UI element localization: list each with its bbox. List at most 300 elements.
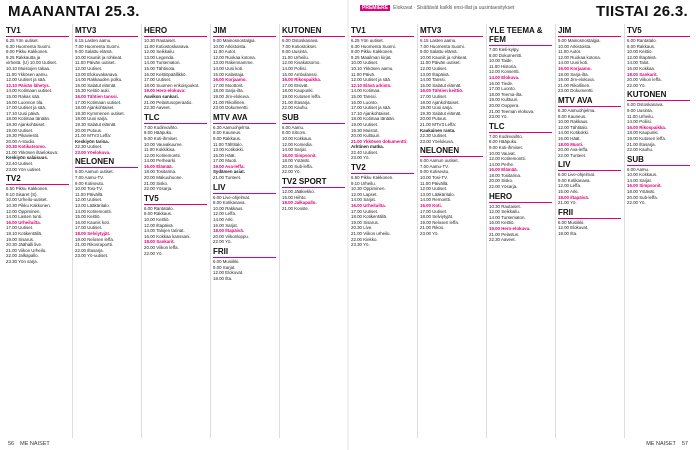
program-listing: 10.00 Rakkaus. — [213, 205, 244, 211]
program-listing: 20.30 Kotikatsomo. — [6, 144, 47, 150]
channel-heading: NELONEN — [75, 157, 138, 168]
program-listing: 12.00 Uutiset ja sää. — [6, 77, 47, 83]
channel-heading: LIV — [213, 183, 276, 194]
program-listing: 6.50 Pikku Kakkonen. — [6, 186, 49, 192]
program-listing: 20.00 Putous. — [75, 127, 103, 133]
program-listing: 18.30 Kymmenen uutiset. — [75, 110, 125, 116]
program-listing: 9.00 Kotiseutu. — [420, 169, 450, 175]
program-listing: 21.00 Rikollinen. — [558, 82, 591, 88]
program-listing: 22.00 Yö. — [627, 82, 646, 88]
channel-heading: JIM — [558, 26, 621, 37]
program-listing: 9.10 Sisaret (S). — [6, 191, 38, 197]
program-listing: 14.00 Kotikokki. — [558, 130, 589, 136]
program-listing: 22.00 Yö. — [144, 250, 163, 256]
program-listing: 11.00 Päivä. — [351, 71, 376, 77]
program-listing: 21.00 Viikon urheilu. — [351, 231, 391, 236]
program-listing: 22.00 Iltasarja. — [75, 247, 104, 253]
program-listing: 19.00 Jim-elokuva. — [558, 77, 595, 83]
channel-heading: TLC — [489, 122, 552, 133]
program-listing: 20.00 Putous. — [420, 116, 448, 122]
channel-heading: TLC — [144, 113, 207, 124]
program-listing: 13.00 Rakennamme. — [213, 60, 254, 66]
right-page-listings — [351, 24, 690, 438]
program-listing: Arktinen matka. — [351, 144, 384, 150]
program-listing: 11.00 Autot. — [558, 49, 582, 55]
program-listing: 7.00 Kodinvaihto. — [144, 124, 178, 130]
program-listing: 23.30 Yön sarja. — [6, 258, 38, 264]
program-listing: 16.00 Korjaamo. — [213, 77, 247, 83]
program-listing: 14.00 Lasten tunti. — [6, 214, 43, 220]
program-listing: 18.00 Kaupunki. — [627, 130, 659, 136]
program-listing: 17.00 Muoti. — [213, 158, 238, 164]
channel-heading: TV2 — [6, 174, 69, 185]
program-listing: 14.00 Tuntematon. — [144, 60, 181, 66]
program-listing: 18.00 Ilta. — [558, 231, 578, 237]
program-listing: 10.00 Vauvat. — [489, 150, 516, 156]
program-listing: 16.00 Tiede. — [489, 80, 514, 86]
program-listing: 18.00 Suomen erikoisjoukot. — [144, 82, 200, 88]
program-listing: 15.00 Keittiö. — [75, 214, 101, 220]
program-listing: 19.30 Salatut elämät. — [420, 110, 462, 116]
program-listing: 18.00 Muoti. — [558, 141, 584, 147]
program-listing: 7.00 Kieli-kylpy. — [489, 47, 520, 52]
program-listing: 6.30 Huomenta Suomi. — [6, 43, 51, 49]
program-listing: 14.00 Uusi koti. — [213, 65, 244, 71]
program-listing: 10.30 Rautaiset. — [144, 38, 176, 43]
program-listing: 10.30 Pikku Kakkonen. — [6, 203, 51, 209]
program-listing: 14.00 Talot. — [627, 60, 650, 66]
program-listing: 19.00 Kutosen leffa. — [627, 135, 666, 141]
program-listing: 13.00 Elokuvakanava. — [75, 71, 119, 77]
program-listing: 7.00 Huomenta Suomi. — [75, 43, 120, 49]
channel-heading: MTV3 — [75, 26, 138, 37]
program-listing: 18.30 Ajankohtaiset. — [6, 121, 46, 127]
program-listing: 6.30 Aamuohjelma. — [558, 107, 596, 113]
program-listing: 21.00 Rikosraportti. — [75, 242, 114, 248]
program-listing: 19.00 Sisarus. — [351, 219, 380, 225]
program-listing: 19.00 Ava-leffa: — [213, 163, 245, 169]
program-listing: 12.00 Uutiset ja sää. — [351, 77, 392, 83]
program-listing: 20.00 Viikon leffa. — [627, 77, 662, 83]
program-listing: 22.00 Kauhu. — [627, 147, 654, 153]
channel-heading: NELONEN — [420, 146, 483, 157]
program-listing: 8.00 Rakkaus. — [144, 211, 173, 217]
program-listing: 10.00 Kokkaus. — [282, 135, 313, 141]
program-listing: 12.00 Komedia. — [282, 141, 313, 147]
program-listing: 23.00 Yö. — [420, 231, 439, 236]
program-listing: 21.00 Ykkösen iltaelokuva: — [6, 149, 59, 155]
program-listing: 20.00 Sisko. — [489, 178, 514, 184]
program-listing: 21.00 Rikollinen. — [213, 99, 246, 105]
channel-heading: TV1 — [351, 26, 414, 37]
program-listing: 16.00 Urheiluilta. — [351, 203, 386, 209]
program-listing: 14.00 Poliisi. — [627, 119, 652, 125]
program-listing: 22.00 Kauhu. — [282, 105, 309, 111]
program-listing: 15.00 Ambulanssi. — [282, 71, 318, 77]
program-listing: 18.00 Ystävät. — [282, 158, 310, 164]
program-listing: 21.00 Teeman elokuva. — [489, 108, 535, 114]
program-listing: 12.00 Kotiremontti. — [144, 152, 181, 158]
program-listing: 17.00 Moottorit. — [213, 82, 244, 88]
program-listing: 20.00 Viikon leffa. — [144, 245, 179, 250]
program-listing: 19.00 Nelosen leffa. — [75, 236, 114, 242]
program-listing: 16.00 Simpsonit. — [282, 152, 317, 158]
page-gutter — [347, 0, 349, 450]
program-listing: 23.00 Yöelokuva. — [75, 149, 111, 155]
program-listing: 6.25 Yön uutiset. — [6, 38, 39, 43]
program-listing: 23.00 Dokumentti. — [558, 88, 594, 94]
program-listing: 18.00 Iltapäivä. — [558, 194, 589, 200]
program-listing: Keskiyön salaisuus. — [6, 155, 48, 161]
left-page-footer — [8, 438, 50, 450]
program-listing: 10.00 Kokkaus. — [627, 172, 658, 178]
program-listing: 23.00 Dokumentti. — [213, 105, 249, 111]
program-listing: 12.00 Kotiremontti. — [489, 156, 526, 162]
program-listing: 19.00 Jim-elokuva. — [213, 93, 250, 99]
program-listing: 14.00 Arki. — [213, 217, 234, 223]
right-magazine-name: ME NAISET — [646, 441, 676, 447]
program-listing: 16.00 Kaunis koti. — [75, 219, 110, 225]
program-listing: 17.10 Ajankohtaiset. — [351, 110, 391, 116]
listing-column — [141, 24, 207, 438]
program-listing: 13.00 Legenda. — [144, 54, 175, 60]
program-listing: 16.00 Simpsonit. — [627, 183, 662, 189]
program-listing: 15.00 Salatut elämät. — [75, 82, 117, 88]
program-listing: 13.00 Iltapäivä. — [420, 71, 450, 77]
program-listing: 11.00 Päivän uutiset. — [75, 60, 116, 66]
program-listing: 17.00 Uutiset. — [6, 225, 34, 231]
channel-heading: HERO — [144, 26, 207, 37]
program-listing: 12.00 Kisakatsomo. — [282, 60, 321, 66]
program-listing: 7.00 Kotiostokset. — [282, 43, 317, 49]
program-listing: Keskiyön tarina. — [75, 138, 109, 144]
program-listing: 6.00 Ostoskanava. — [627, 102, 664, 108]
program-listing: 18.00 Ystävät. — [627, 189, 655, 195]
left-page-header — [8, 0, 348, 22]
program-listing: 17.00 Etsivät. — [282, 82, 309, 88]
program-listing: 22.40 Uutiset. — [351, 149, 379, 155]
program-listing: 12.00 Elokuvat. — [558, 225, 589, 231]
program-listing: 23.00 Yön uutiset. — [6, 166, 42, 172]
program-listing: 12.00 Uutiset. — [75, 65, 103, 71]
channel-heading: KUTONEN — [282, 26, 345, 37]
program-listing: 14.00 Sarjat. — [351, 197, 376, 203]
program-listing: 9.00 Mainosnostalgia. — [558, 38, 601, 43]
program-listing: 14.00 Perhe. — [489, 161, 515, 167]
program-listing: 7.00 Aamu-TV. — [420, 163, 449, 169]
program-listing: 11.00 Ykkösen aamu. — [6, 71, 49, 77]
program-listing: 18.00 Sarja-ilta. — [558, 71, 589, 77]
program-listing: 9.00 Mainosnostalgia. — [213, 38, 256, 43]
program-listing: 21.00 Pelastus. — [489, 231, 520, 237]
program-listing: 20.00 A-studio. — [6, 138, 36, 144]
program-listing: 11.00 Päivällä. — [75, 191, 104, 197]
program-listing: 14.00 Perhearki. — [144, 158, 177, 164]
program-listing: 12.00 Leffa. — [213, 211, 237, 217]
program-listing: 21.00 Ykkösen dokumentti: — [351, 138, 408, 144]
program-listing: 18.00 Ilta. — [213, 275, 233, 281]
legend-text: Elokuvat · Sisältävät kaikki ensi-illat ja uusintaesitykset — [393, 5, 515, 11]
program-listing: 10.00 Keittiö. — [144, 217, 170, 223]
program-listing: 10.00 Uutiset. — [351, 60, 379, 66]
program-listing: 6.00 Aamu. — [282, 124, 305, 130]
program-listing: 12.00 Konsertti. — [489, 69, 520, 75]
channel-heading: TV2 SPORT — [282, 177, 345, 188]
program-listing: 12.00 Ruokaa kotona. — [213, 54, 256, 60]
program-listing: 14.00 Talojen tarinat. — [144, 228, 185, 234]
program-listing: 18.00 Teema-ilta. — [489, 91, 523, 97]
program-listing: 22.30 Aaveet. — [144, 105, 171, 111]
program-listing: 20.00 Sub-leffa. — [627, 194, 658, 200]
program-listing: 22.30 Uutiset. — [75, 144, 103, 150]
program-listing: 6.00 Live-ohjelmat. — [213, 194, 251, 200]
program-listing: 20.00 Ooppera. — [489, 102, 520, 108]
program-listing: 16.00 Sarjat. — [213, 222, 238, 228]
program-listing: 6.50 Pikku Kakkonen. — [351, 175, 394, 181]
program-listing: 12.00 Ruokaa kotona. — [558, 54, 601, 60]
program-listing: 6.30 Aamuohjelma. — [213, 124, 251, 130]
program-listing: 18.00 Tositarina. — [489, 172, 522, 178]
program-listing: 6.25 Yön uutiset. — [351, 38, 384, 43]
program-listing: 10.00 Tosi-TV. — [75, 186, 103, 192]
listing-column — [624, 24, 690, 438]
program-listing: 11.00 Urheilu. — [282, 54, 310, 60]
right-page-number: 57 — [681, 441, 688, 447]
program-listing: 10.00 Arkistoista. — [558, 43, 592, 49]
program-listing: 18.00 Selviytyjät. — [420, 214, 454, 220]
program-listing: 16.00 Elämää. — [144, 163, 173, 169]
program-listing: 6.00 Musiikki. — [558, 219, 585, 225]
right-page-footer — [646, 438, 688, 450]
program-listing: 19.00 Nelosen leffa. — [420, 219, 459, 225]
program-listing: 21.00 Yö. — [558, 200, 577, 206]
program-listing: 6.00 Rantatalo. — [627, 38, 657, 43]
channel-heading: KUTONEN — [627, 90, 690, 101]
program-listing: 19.00 Hero-elokuva: — [144, 88, 186, 94]
program-listing: 12.10 Elävä arkisto. — [351, 82, 392, 88]
channel-heading: MTV AVA — [558, 96, 621, 107]
program-listing: 10.00 Keittiö. — [627, 49, 653, 55]
program-listing: 21.00 Sisko. — [144, 180, 169, 186]
program-listing: 21.00 MTV3 Leffa: — [420, 121, 457, 127]
program-listing: 19.00 Uutiset. — [351, 121, 379, 127]
program-listing: 16.00 Korjaamo. — [558, 65, 592, 71]
program-listing: 18.10 Kotikentällä. — [6, 231, 43, 236]
program-listing: 12.00 Seikkailu. — [144, 49, 175, 55]
program-listing: 10.30 Oppiminen. — [351, 186, 386, 192]
program-listing: 12.00 Lapset. — [351, 191, 378, 197]
program-listing: 20.00 Ava-leffa. — [558, 147, 589, 153]
program-listing: 19.30 Muistot. — [351, 127, 379, 133]
program-listing: 9.00 Uusinta. — [282, 49, 308, 55]
program-listing: 21.00 Rikos. — [420, 225, 445, 231]
program-listing: 9.00 Pikku Kakkonen. — [351, 49, 394, 55]
program-listing: 20.30 Jäähalli live. — [6, 242, 43, 248]
program-listing: 12.00 Elokuvat. — [213, 270, 244, 276]
left-page-listings — [6, 24, 345, 438]
program-listing: 19.00 Kutosen leffa. — [282, 93, 321, 99]
program-listing: 18.00 Ajankohtaiset. — [420, 99, 460, 105]
program-listing: 12.00 Iltapäivä. — [627, 54, 657, 60]
program-listing: 16.00 Luonto. — [351, 99, 378, 105]
program-listing: 20.00 Kulttuuri. — [351, 133, 381, 139]
program-listing: 12.00 Tähtitalo. — [558, 124, 589, 130]
program-listing: 19.00 Sisarus. — [6, 236, 35, 242]
listing-column — [72, 24, 138, 438]
program-listing: 6.00 Ostoskanava. — [282, 38, 319, 43]
program-listing: virheitä. (U) 10.00 Uutiset. — [6, 60, 58, 66]
program-listing: 8.00 Kauneus. — [558, 113, 587, 119]
program-listing: 8.00 Dokumentti. — [489, 52, 523, 58]
program-listing: 17.00 Uutiset. — [75, 225, 103, 231]
program-listing: 21.00 Iltasarja. — [282, 99, 311, 105]
left-page-number: 56 — [8, 441, 15, 447]
program-listing: 10.10 Muistojen takaa. — [6, 65, 51, 71]
program-listing: 6.30 Huomenta Suomi. — [351, 43, 396, 49]
program-listing: 18.00 Kotimaa tänään. — [351, 116, 396, 122]
program-listing: 21.00 Iltasarja. — [627, 141, 656, 147]
program-listing: 16.00 Rikospaikka. — [627, 124, 667, 130]
program-listing: 15.30 Keittiö auki. — [75, 88, 110, 94]
program-listing: 23.00 Yöelokuva. — [420, 138, 454, 144]
program-listing: Aavikon sankari. — [144, 93, 179, 99]
program-listing: 6.00 Rantatalo. — [144, 205, 174, 211]
legend-badge: PREMIERE — [362, 5, 389, 11]
program-listing: 16.00 Elämää. — [489, 167, 518, 173]
listing-column — [279, 24, 345, 438]
program-listing: 18.00 Selviytyjät. — [75, 231, 111, 236]
program-listing: 22.00 Kiekko. — [351, 236, 378, 242]
program-listing: 7.00 Aamu-TV. — [75, 175, 104, 181]
program-listing: 19.30 Salatut elämät. — [75, 121, 117, 127]
program-listing: 11.00 Kotiostoskanava. — [144, 43, 190, 49]
program-listing: 11.00 Kokkikisa. — [144, 147, 176, 153]
program-listing: 9.00 Uusinta. — [627, 107, 653, 113]
channel-heading: YLE TEEMA & FEM — [489, 26, 552, 46]
program-listing: 22.00 Yösarja. — [144, 186, 173, 192]
listing-column — [6, 24, 69, 438]
listing-column — [417, 24, 483, 438]
program-listing: 18.00 Ajankohtaiset. — [75, 105, 115, 111]
program-listing: Kaukainen ranta. — [420, 127, 456, 133]
program-listing: 21.00 Pelastusoperaatio. — [144, 99, 193, 105]
channel-heading: SUB — [627, 155, 690, 166]
program-listing: 13.00 Lääkäritalo. — [420, 191, 455, 197]
program-listing: 10.00 Arkistoista. — [213, 43, 247, 49]
program-listing: 9.00 Sarjat. — [213, 264, 236, 270]
program-listing: 9.10 Urheilu. — [351, 180, 376, 186]
program-listing: 10.00 Vauvakuume. — [144, 141, 183, 147]
left-magazine-name: ME NAISET — [20, 441, 50, 447]
program-listing: 14.00 Sarjat. — [627, 177, 652, 183]
program-listing: 21.00 MTV3 Leffa: — [75, 133, 112, 139]
channel-heading: SUB — [282, 113, 345, 124]
program-listing: 18.00 Iltapäivä. — [213, 228, 244, 234]
listing-column — [210, 24, 276, 438]
program-listing: 6.00 Aamun uutiset. — [75, 169, 114, 175]
program-listing: 7.00 Kodinvaihto. — [489, 133, 523, 139]
right-page-date: TIISTAI 26.3. — [596, 2, 688, 20]
listing-column — [486, 24, 552, 438]
program-listing: 20.00 Makuuhuone. — [144, 175, 183, 181]
program-listing: 22.00 Yö. — [213, 239, 232, 245]
program-listing: 18.00 Sarja-ilta. — [213, 88, 244, 94]
program-listing: 18.00 Kotimaa tänään. — [6, 116, 51, 122]
channel-heading: FRII — [558, 208, 621, 219]
program-listing: 20.00 Viikonloppu. — [213, 233, 250, 239]
program-listing: 16.00 Tähtien keittiö. — [420, 88, 464, 94]
program-listing: 16.00 Luonnon tila. — [6, 99, 44, 105]
program-listing: 16.00 Keittiöpäällikkö. — [144, 71, 187, 77]
program-listing: 23.00 Yö-uutiset. — [75, 253, 109, 259]
program-listing: 8.00 Hääpuku. — [489, 139, 518, 145]
program-listing: 22.00 Yö. — [627, 200, 646, 206]
listing-column — [351, 24, 414, 438]
program-listing: 13.00 Kotikokki. — [213, 147, 244, 153]
program-listing: 17.00 Uutiset. — [420, 93, 448, 99]
program-listing: 21.00 Kooste. — [282, 205, 310, 211]
program-listing: 14.00 Kotimaan uutiset. — [6, 88, 53, 94]
program-listing: 22.00 Tunteet. — [558, 152, 587, 158]
channel-heading: TV5 — [627, 26, 690, 37]
program-listing: 14.00 Rakkauden polku. — [75, 77, 123, 83]
program-listing: 11.00 Autot. — [213, 49, 237, 55]
program-listing: 11.00 Päivällä. — [420, 180, 449, 186]
program-listing: 12.00 Uutiset. — [75, 197, 103, 203]
channel-heading: HERO — [489, 192, 552, 203]
program-listing: 15.00 Tähtisota. — [144, 65, 176, 71]
program-listing: 18.00 Jalkapallo. — [282, 200, 317, 206]
program-listing: 12.10 Päivän lähetys. — [6, 82, 50, 88]
program-listing: 6.15 Lasten aamu. — [75, 38, 112, 43]
channel-heading: FRII — [213, 247, 276, 258]
program-listing: 12.00 Jääkiekko. — [282, 189, 315, 195]
program-listing: 14.00 Sarjat. — [282, 147, 307, 153]
program-listing: 16.00 Kokkaa kanssani. — [144, 233, 191, 239]
program-listing: 16.00 Rikospaikka. — [282, 77, 322, 83]
channel-heading: JIM — [213, 26, 276, 37]
program-listing: 19.00 Uusi sarja. — [75, 116, 108, 122]
program-listing: 11.00 Urheilu. — [627, 113, 655, 119]
program-listing: 15.00 Häät. — [213, 152, 236, 158]
program-listing: 8.00 Kauneus. — [213, 130, 242, 136]
program-listing: 17.00 Uutiset ja sää. — [351, 105, 392, 111]
program-listing: 22.00 Yö. — [282, 169, 301, 175]
program-listing: 19.30 Pikaviestit. — [6, 133, 40, 139]
program-listing: 10.00 Tosi-TV. — [420, 175, 448, 181]
program-listing: 14.00 Kotiremontti. — [75, 208, 112, 214]
program-listing: 11.00 Historia. — [489, 63, 517, 69]
program-listing: 14.00 Elokuva. — [489, 74, 520, 80]
program-listing: 14.00 Uusi koti. — [558, 60, 589, 66]
program-listing: 14.00 Poliisi. — [282, 65, 307, 71]
channel-heading: TV5 — [144, 194, 207, 205]
channel-heading: TV1 — [6, 26, 69, 37]
program-listing: 18.00 Tositarina. — [144, 169, 177, 175]
program-listing: 18.00 Sankarit. — [627, 71, 658, 77]
program-listing: 12.00 Seikkailu. — [489, 209, 520, 215]
program-listing: 9.00 Pikku Kakkonen. — [6, 49, 49, 55]
program-listing: 18.00 Sankarit. — [144, 239, 175, 245]
program-listing: 17.10 Uusi päivä. — [6, 110, 40, 116]
program-listing: 9.00 Kotiseutu. — [75, 180, 105, 186]
program-listing: 15.00 Tanssi. — [351, 93, 377, 99]
right-page-header — [352, 0, 688, 22]
program-listing: 17.00 Uutiset ja sää. — [6, 105, 47, 111]
program-listing: 17.00 Uutiset. — [144, 77, 172, 83]
program-listing: 16.00 Koti. — [420, 203, 442, 209]
program-listing: 23.00 Yö. — [489, 114, 508, 120]
